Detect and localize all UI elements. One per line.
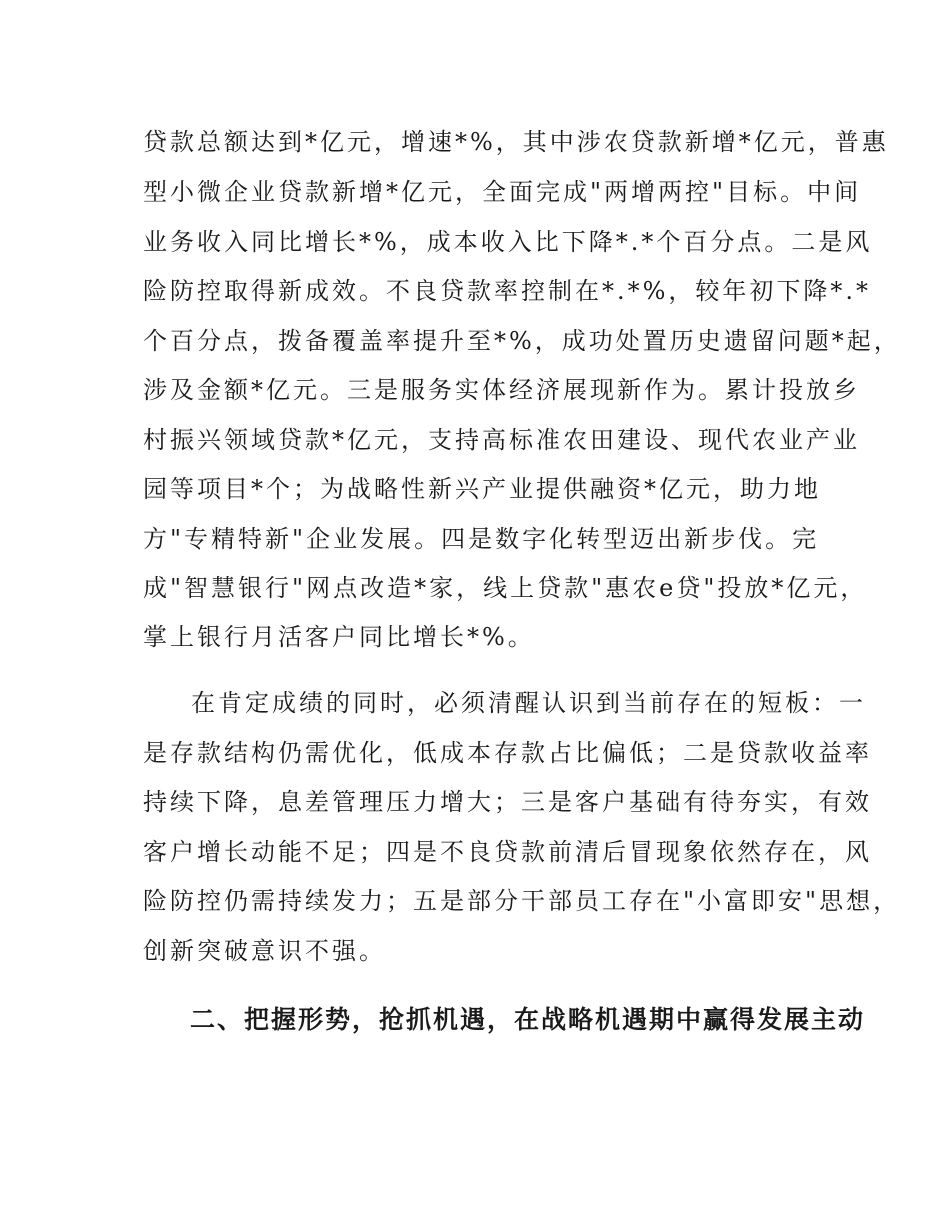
text-line: 客户增长动能不足；四是不良贷款前清后冒现象依然存在，风 [143,838,872,866]
text-line: 掌上银行月活客户同比增长*%。 [143,623,535,651]
text-line: 个百分点，拨备覆盖率提升至*%，成功处置历史遗留问题*起， [143,327,901,355]
text-line: 型小微企业贷款新增*亿元，全面完成"两增两控"目标。中间 [143,178,862,206]
text-line: 涉及金额*亿元。三是服务实体经济展现新作为。累计投放乡 [143,376,860,404]
text-line: 成"智慧银行"网点改造*家，线上贷款"惠农e贷"投放*亿元， [143,574,868,602]
text-line: 贷款总额达到*亿元，增速*%，其中涉农贷款新增*亿元，普惠 [143,128,889,156]
text-line: 方"专精特新"企业发展。四是数字化转型迈出新步伐。完 [143,525,820,553]
text-line: 创新突破意识不强。 [143,937,386,965]
text-line: 业务收入同比增长*%，成本收入比下降*.*个百分点。二是风 [143,228,873,256]
section-heading: 二、把握形势，抢抓机遇，在战略机遇期中赢得发展主动 [190,1005,866,1034]
text-line: 是存款结构仍需优化，低成本存款占比偏低；二是贷款收益率 [143,739,872,767]
text-line: 险防控取得新成效。不良贷款率控制在*.*%，较年初下降*.* [143,277,872,305]
text-line: 村振兴领域贷款*亿元，支持高标准农田建设、现代农业产业 [143,426,860,454]
text-line: 险防控仍需持续发力；五是部分干部员工存在"小富即安"思想， [143,887,901,915]
text-line: 持续下降，息差管理压力增大；三是客户基础有待夯实，有效 [143,788,872,816]
text-line: 园等项目*个；为战略性新兴产业提供融资*亿元，助力地 [143,475,821,503]
text-line: 在肯定成绩的同时，必须清醒认识到当前存在的短板：一 [191,689,866,717]
